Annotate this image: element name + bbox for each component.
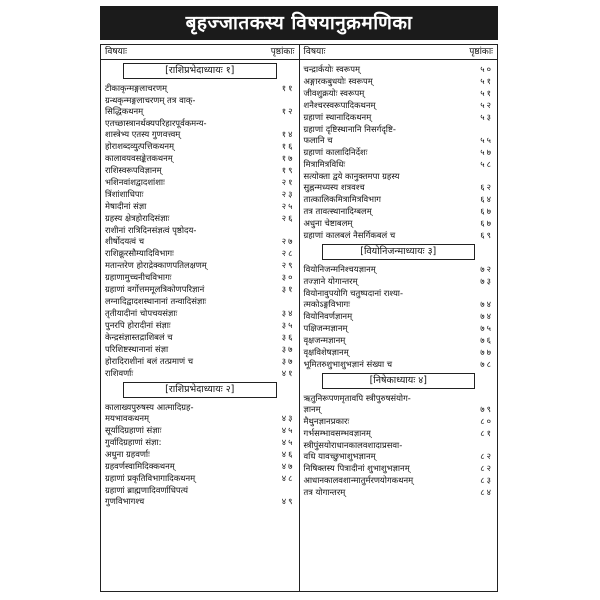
page-number: २८ — [281, 248, 295, 258]
topic-text: ग्रहाणां कालबलं नैसर्गिकबलं च — [303, 230, 396, 240]
index-row — [105, 259, 295, 271]
topic-text: वृक्षविशेषज्ञानम् — [303, 347, 349, 357]
page-number: ५० — [480, 64, 493, 74]
index-row — [304, 358, 494, 370]
index-row — [105, 117, 295, 140]
index-row — [105, 283, 295, 295]
page-number: ४५ — [281, 437, 295, 447]
index-row — [304, 193, 494, 205]
index-row — [105, 355, 295, 367]
page-number: २६ — [281, 213, 295, 223]
topic-text: अङ्गारकबुधयोः स्वरूपम् — [303, 76, 373, 86]
page-number: २९ — [281, 260, 295, 270]
page-number: ८२ — [480, 451, 493, 461]
topic-text: तात्कालिकमित्रामित्रविभाग — [303, 194, 381, 204]
topic-text: होराशब्दव्युत्पत्तिकथनम् — [105, 141, 175, 151]
page-number: १९ — [281, 165, 295, 175]
page-number: ५८ — [480, 159, 493, 169]
page-number: ८३ — [480, 475, 493, 485]
index-row — [304, 111, 494, 123]
topic-text: एतच्छास्त्रानर्थक्यपरिहारपूर्वकमन्य- शास्त्रेभ्य एतस्य गुणवत्त्वम् — [105, 118, 207, 139]
index-row — [105, 271, 295, 283]
topic-text: तज्ज्ञाने योगान्तरम् — [303, 276, 358, 286]
index-row — [105, 164, 295, 176]
index-row — [304, 146, 494, 158]
page-number: ६२ — [480, 182, 493, 192]
index-row — [304, 462, 494, 474]
topic-text: गुर्वादिग्रहाणां संज्ञा: — [105, 437, 162, 447]
index-row — [105, 82, 295, 94]
page-number: २७ — [281, 236, 295, 246]
page-number: ७८ — [480, 359, 493, 369]
topic-text: कालावयवसङ्केतकथनम् — [105, 153, 173, 163]
topic-text: कालाख्यपुरुषस्य आत्मादिग्रह- मयभावकथनम् — [105, 402, 194, 423]
page-header: पृष्ठांकाः — [469, 47, 493, 57]
index-row — [304, 229, 494, 241]
topic-text: तत्र तावत्स्थानादिग्बलम् — [303, 206, 372, 216]
index-row — [105, 152, 295, 164]
page-number: ७३ — [480, 276, 493, 286]
page-number: ३७ — [281, 356, 295, 366]
page-number: १२ — [281, 106, 295, 116]
topic-text: ग्रहाणां वर्गोत्तममूलत्रिकोणपरिज्ञानं — [105, 284, 205, 294]
index-row — [105, 331, 295, 343]
page-number: ४९ — [281, 496, 295, 506]
topic-text: वियोनावुपयोगि चतुष्पदानां राश्या- त्मकोऽङ्गविभागः — [303, 288, 403, 309]
topic-text: वियोनिवर्णज्ञानम् — [303, 311, 353, 321]
index-row — [105, 343, 295, 355]
page-number: ४७ — [281, 461, 295, 471]
page-number: ७६ — [480, 335, 493, 345]
page-number: २३ — [281, 189, 295, 199]
page-number: ६४ — [480, 194, 493, 204]
topic-text: ग्रहस्य क्षेत्रहोरादिसंज्ञाः — [105, 213, 170, 223]
topic-text: सूर्यादिग्रहाणां संज्ञाः — [105, 425, 162, 435]
chapter-heading: [राशिप्रभेदाध्यायः २] — [123, 382, 277, 398]
index-row — [105, 212, 295, 224]
index-row — [304, 310, 494, 322]
topic-text: भशिनवांशद्वादशांशाः — [105, 177, 165, 187]
index-row — [304, 322, 494, 334]
chapter-heading: [राशिप्रभेदाध्यायः १] — [123, 63, 277, 79]
topic-text: ग्रहाणां ब्राह्मणादिवर्णाधिपत्यं गुणविभागश्च — [105, 485, 188, 506]
page-number: १६ — [281, 141, 295, 151]
page-number: ७७ — [480, 347, 493, 357]
page-number: ७४ — [480, 311, 493, 321]
index-row — [304, 287, 494, 310]
topic-text: राशिस्वरूपविज्ञानम् — [105, 165, 162, 175]
topic-text: पक्षिजन्मज्ञानम् — [303, 323, 348, 333]
page-number: ४५ — [281, 425, 295, 435]
index-row — [304, 75, 494, 87]
page-number: ८४ — [480, 487, 493, 497]
column-header — [101, 46, 299, 60]
index-table — [100, 44, 498, 592]
index-row — [105, 295, 295, 307]
index-row — [105, 484, 295, 507]
index-row — [304, 217, 494, 229]
index-row — [105, 307, 295, 319]
topic-text: मैथुनज्ञानप्रकारः — [303, 416, 350, 426]
topic-text: ग्रन्थकृन्मङ्गलाचरणम् तत्र वाक्- सिद्धिकथनम् — [105, 95, 196, 116]
index-row — [105, 140, 295, 152]
chapter-heading: [वियोनिजन्माध्यायः ३] — [322, 244, 476, 260]
index-row — [105, 401, 295, 424]
index-row — [105, 224, 295, 247]
page-number: ८२ — [480, 463, 493, 473]
topic-text: आधानकालवशान्मातुर्मरणयोगकथनम् — [303, 475, 414, 485]
topic-text: अधुना ग्रहवर्णाः — [105, 449, 150, 459]
page-number: २१ — [281, 177, 295, 187]
topic-text: केन्द्रसंज्ञास्तद्राशिबलं च — [105, 332, 173, 342]
index-row — [304, 275, 494, 287]
page-number: ६९ — [480, 230, 493, 240]
topic-text: वृक्षजन्मज्ञानम् — [303, 335, 346, 345]
topic-text: निषिक्तस्य पित्रादीनां शुभाशुभज्ञानम् — [303, 463, 410, 473]
topic-text: सत्योक्ता द्वये कानुक्तमपा ग्रहस्य सुह्नन्मध्यस्य शत्रवश्च — [303, 171, 400, 192]
index-row — [304, 87, 494, 99]
page-number: १७ — [281, 153, 295, 163]
topic-text: त्रिंशांशाधिपाः — [105, 189, 144, 199]
index-row — [304, 474, 494, 486]
page-number: ३४ — [281, 308, 295, 318]
index-row — [304, 392, 494, 415]
index-row — [105, 460, 295, 472]
topic-text: ऋतुनिरूपणमृतावपि स्त्रीपुरुषसंयोग- ज्ञानम् — [303, 393, 411, 414]
index-row — [105, 472, 295, 484]
index-row — [105, 448, 295, 460]
page-number: ३१ — [281, 284, 295, 294]
page-number: ६७ — [480, 206, 493, 216]
topic-text: राशिक्रूरसौम्यादिविभागः — [105, 248, 174, 258]
topic-text: ग्रहाणां दृष्टिस्थानानि निसर्गदृष्टि- फलानि च — [303, 124, 396, 145]
topic-text: वियोनिजन्मनिश्चयज्ञानम् — [303, 264, 376, 274]
subject-header: विषयाः — [303, 47, 326, 57]
index-row — [304, 346, 494, 358]
left-column — [101, 45, 300, 591]
page-number: ३७ — [281, 344, 295, 354]
topic-text: पुनरपि होरादीनां संज्ञाः — [105, 320, 171, 330]
page-number: ११ — [281, 83, 295, 93]
topic-text: ग्रहवर्णस्वामिदिक्कथनम् — [105, 461, 175, 471]
index-row — [105, 94, 295, 117]
index-row — [304, 205, 494, 217]
topic-text: राशीनां रात्रिदिनसंज्ञत्वं पृष्ठोदय- शीर्षोदयत्वं च — [105, 225, 197, 246]
page-number: ५१ — [480, 88, 493, 98]
topic-text: तत्र योगान्तरम् — [303, 487, 346, 497]
page-number: ५५ — [480, 135, 493, 145]
index-row — [304, 63, 494, 75]
topic-text: अधुना चेष्टाबलम् — [303, 218, 353, 228]
index-row — [105, 200, 295, 212]
topic-text: लग्नादिद्वादशस्थानानां तन्वादिसंज्ञाः — [105, 296, 207, 306]
topic-text: होरादिराशीनां बलं तत्प्रमाणं च — [105, 356, 194, 366]
page-number: २५ — [281, 201, 295, 211]
index-row — [304, 263, 494, 275]
page-header: पृष्ठांकाः — [270, 47, 295, 57]
topic-text: तृतीयादीनां चोपचयसंज्ञाः — [105, 308, 178, 318]
index-row — [304, 334, 494, 346]
index-row — [304, 99, 494, 111]
page-number: ७९ — [480, 404, 493, 414]
page-number: ६७ — [480, 218, 493, 228]
index-row — [304, 123, 494, 146]
index-row — [304, 486, 494, 498]
topic-text: शनैश्चरस्वरूपादिकथनम् — [303, 100, 376, 110]
topic-text: ग्रहाणां कालादिनिर्देशः — [303, 147, 368, 157]
page-number: ५१ — [480, 76, 493, 86]
topic-text: मेषादीनां संज्ञा — [105, 201, 147, 211]
topic-text: राशिवर्णाः — [105, 368, 134, 378]
topic-text: ग्रहाणामुच्चनीचविभागः — [105, 272, 172, 282]
index-row — [304, 415, 494, 427]
right-column — [300, 45, 498, 591]
index-row — [304, 427, 494, 439]
column-header — [300, 46, 498, 60]
index-row — [105, 188, 295, 200]
index-row — [105, 367, 295, 379]
topic-text: गर्भसम्भावसम्भवज्ञानम् — [303, 428, 371, 438]
page-number: ४३ — [281, 413, 295, 423]
page-number: १४ — [281, 129, 295, 139]
topic-text: मतान्तरेण होराद्रेक्काणपतिलक्षणम् — [105, 260, 207, 270]
page-number: ८१ — [480, 428, 493, 438]
page-number: ७५ — [480, 323, 493, 333]
chapter-heading: [निषेकाध्यायः ४] — [322, 373, 476, 389]
index-row — [304, 170, 494, 193]
topic-text: जीवशुक्रयोः स्वरूपम् — [303, 88, 365, 98]
topic-text: टीकाकृन्मङ्गलाचरणम् — [105, 83, 168, 93]
index-row — [304, 158, 494, 170]
subject-header: विषयाः — [105, 47, 127, 57]
index-row — [105, 436, 295, 448]
index-row — [304, 439, 494, 462]
topic-text: स्त्रीपुंसयोराधानकालवशादाप्रसवा- वधि यावच्छुभाशुभज्ञानम् — [303, 440, 403, 461]
page-number: ३५ — [281, 320, 295, 330]
topic-text: चन्द्रार्कयोः स्वरूपम् — [303, 64, 361, 74]
index-row — [105, 319, 295, 331]
page-number: ३० — [281, 272, 295, 282]
page-number: ३६ — [281, 332, 295, 342]
index-row — [105, 424, 295, 436]
topic-text: परिशिष्टस्थानानां संज्ञा — [105, 344, 169, 354]
page-number: ४१ — [281, 368, 295, 378]
page-number: ५३ — [480, 112, 493, 122]
page-number: ५७ — [480, 147, 493, 157]
topic-text: ग्रहाणां स्थानादिकथनम् — [303, 112, 372, 122]
topic-text: भूमितरुशुभाशुभज्ञानं संख्या च — [303, 359, 393, 369]
page-number: ७४ — [480, 299, 493, 309]
page-number: ८० — [480, 416, 493, 426]
page-title: बृहज्जातकस्य विषयानुक्रमणिका — [100, 6, 498, 40]
topic-text: ग्रहाणां प्रकृतिविभागादिकथनम् — [105, 473, 196, 483]
index-row — [105, 176, 295, 188]
page-number: ७२ — [480, 264, 493, 274]
topic-text: मित्रामित्रविधिः — [303, 159, 346, 169]
page-number: ५२ — [480, 100, 493, 110]
page-number: ४८ — [281, 473, 295, 483]
page-number: ४६ — [281, 449, 295, 459]
index-row — [105, 247, 295, 259]
